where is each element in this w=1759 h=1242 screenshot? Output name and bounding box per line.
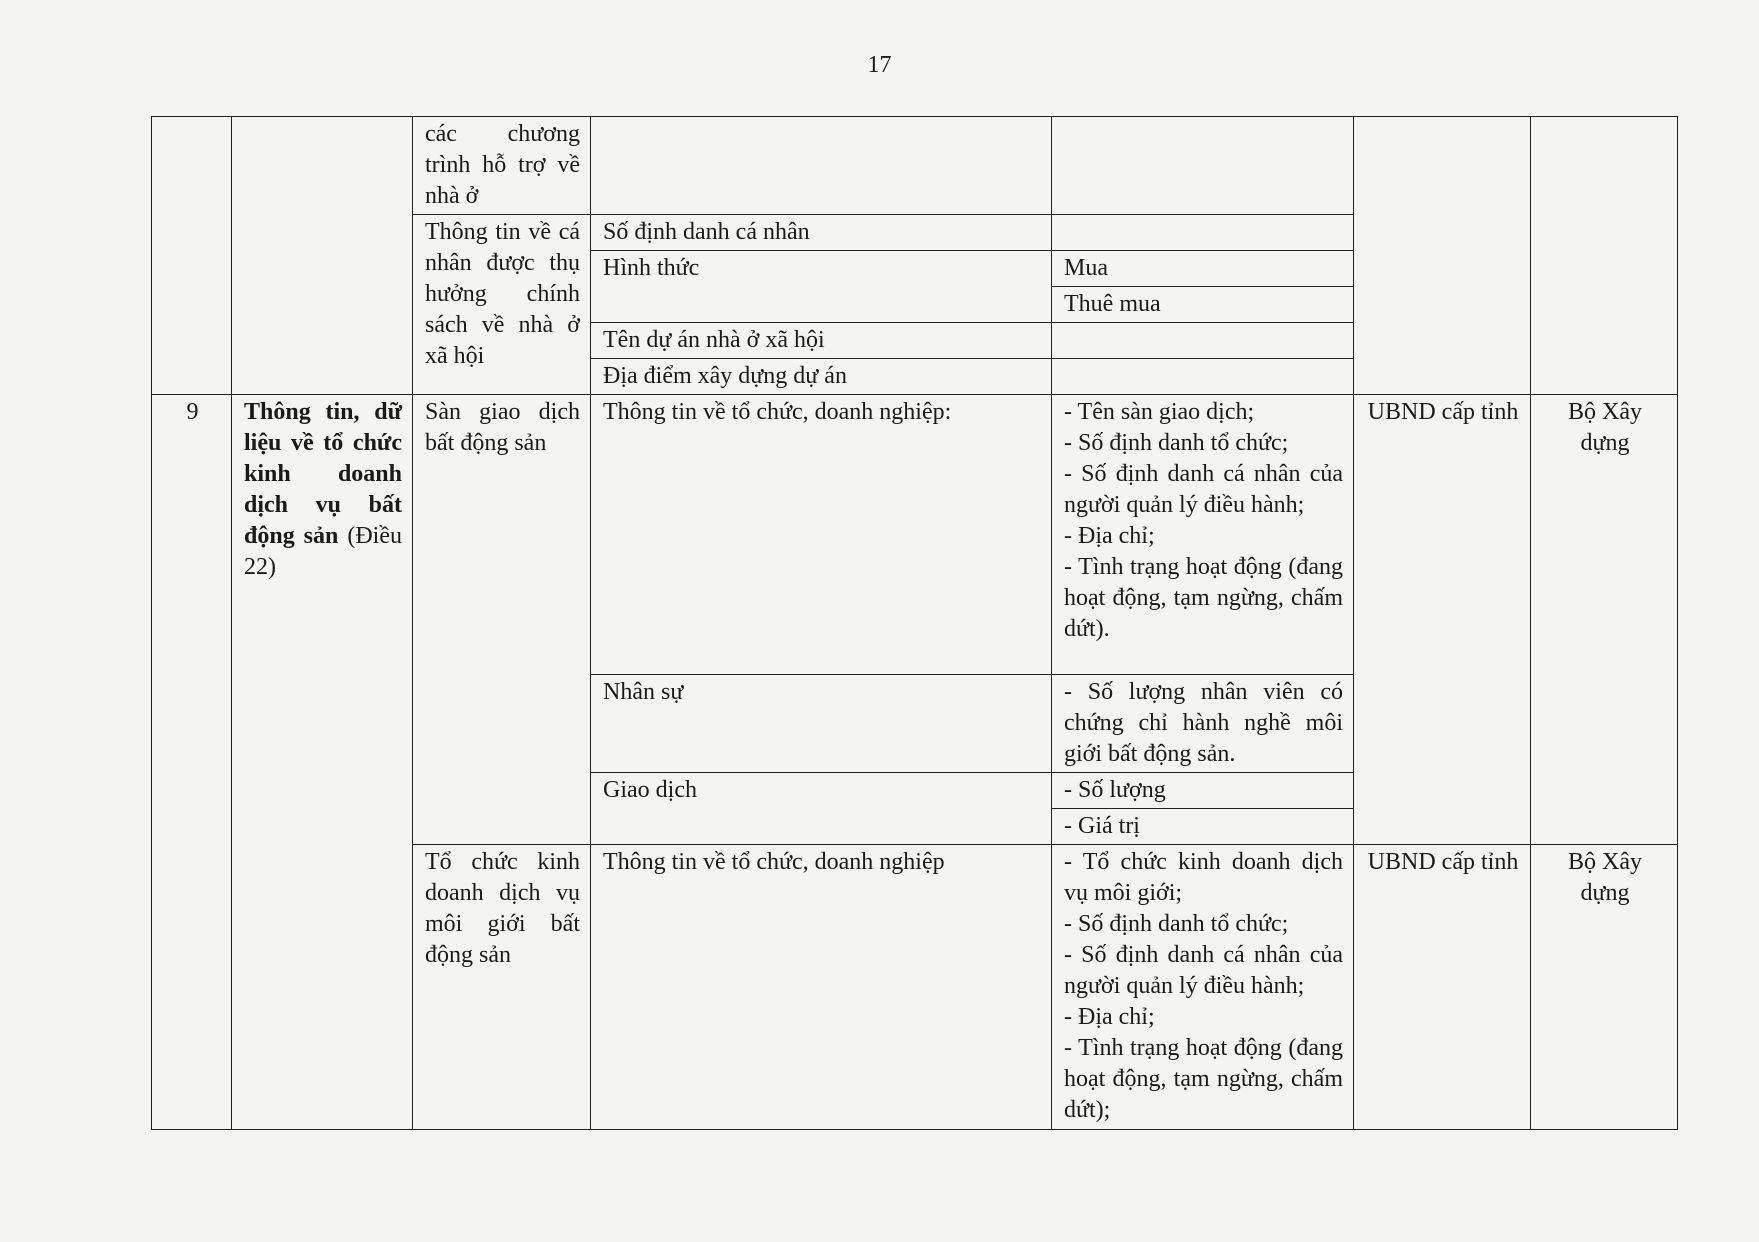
detail-cell bbox=[1052, 215, 1354, 251]
manager-cell-empty bbox=[1531, 117, 1678, 395]
detail-line: - Số định danh tổ chức; bbox=[1064, 430, 1289, 456]
detail-cell bbox=[1052, 845, 1354, 1130]
group-cell: các chương trình hỗ trợ về nhà ở bbox=[413, 117, 591, 215]
table-row bbox=[152, 395, 1678, 675]
detail-cell bbox=[1052, 359, 1354, 395]
stt-cell-empty bbox=[152, 117, 232, 395]
field-cell: Thông tin về tổ chức, doanh nghiệp bbox=[591, 845, 1052, 1130]
detail-line: - Tình trạng hoạt động (đang hoạt động, tạm ngừng, chấm dứt); bbox=[1064, 1035, 1343, 1123]
provider-cell-empty bbox=[1354, 117, 1531, 395]
title-bold: Thông tin, dữ liệu về tổ chức kinh doanh dịch vụ bất động sản bbox=[244, 399, 402, 549]
field-cell: Hình thức bbox=[591, 251, 1052, 323]
table-row bbox=[152, 117, 1678, 215]
detail-line: - Số định danh cá nhân của người quản lý điều hành; bbox=[1064, 942, 1343, 999]
detail-cell bbox=[1052, 323, 1354, 359]
field-cell: Thông tin về tổ chức, doanh nghiệp: bbox=[591, 395, 1052, 675]
group-cell: Tổ chức kinh doanh dịch vụ môi giới bất động sản bbox=[413, 845, 591, 1130]
manager-cell: Bộ Xây dựng bbox=[1531, 395, 1678, 845]
detail-cell: Mua bbox=[1052, 251, 1354, 287]
manager-cell: Bộ Xây dựng bbox=[1531, 845, 1678, 1130]
detail-line: - Địa chỉ; bbox=[1064, 1004, 1155, 1030]
page-number: 17 bbox=[867, 52, 892, 78]
field-cell: Nhân sự bbox=[591, 675, 1052, 773]
detail-line: - Tổ chức kinh doanh dịch vụ môi giới; bbox=[1064, 849, 1343, 906]
group-cell: Thông tin về cá nhân được thụ hưởng chính sách về nhà ở xã hội bbox=[413, 215, 591, 395]
field-cell: Địa điểm xây dựng dự án bbox=[591, 359, 1052, 395]
detail-line: - Tình trạng hoạt động (đang hoạt động, tạm ngừng, chấm dứt). bbox=[1064, 554, 1343, 642]
title-cell-empty bbox=[232, 117, 413, 395]
detail-cell: - Số lượng bbox=[1052, 773, 1354, 809]
detail-line: - Số định danh cá nhân của người quản lý điều hành; bbox=[1064, 461, 1343, 518]
field-cell: Giao dịch bbox=[591, 773, 1052, 845]
provider-cell: UBND cấp tỉnh bbox=[1354, 845, 1531, 1130]
detail-line: - Địa chỉ; bbox=[1064, 523, 1155, 549]
provider-cell: UBND cấp tỉnh bbox=[1354, 395, 1531, 845]
detail-line: - Số định danh tổ chức; bbox=[1064, 911, 1289, 937]
stt-cell: 9 bbox=[152, 395, 232, 1130]
field-cell: Tên dự án nhà ở xã hội bbox=[591, 323, 1052, 359]
field-cell: Số định danh cá nhân bbox=[591, 215, 1052, 251]
title-cell bbox=[232, 395, 413, 1130]
group-cell: Sàn giao dịch bất động sản bbox=[413, 395, 591, 845]
detail-cell bbox=[1052, 395, 1354, 675]
field-cell-empty bbox=[591, 117, 1052, 215]
data-table bbox=[151, 116, 1678, 1130]
title-article: (Điều 22) bbox=[244, 523, 402, 580]
detail-cell: - Số lượng nhân viên có chứng chỉ hành nghề môi giới bất động sản. bbox=[1052, 675, 1354, 773]
detail-cell: - Giá trị bbox=[1052, 809, 1354, 845]
detail-cell: Thuê mua bbox=[1052, 287, 1354, 323]
detail-line: - Tên sàn giao dịch; bbox=[1064, 399, 1255, 425]
detail-cell-empty bbox=[1052, 117, 1354, 215]
